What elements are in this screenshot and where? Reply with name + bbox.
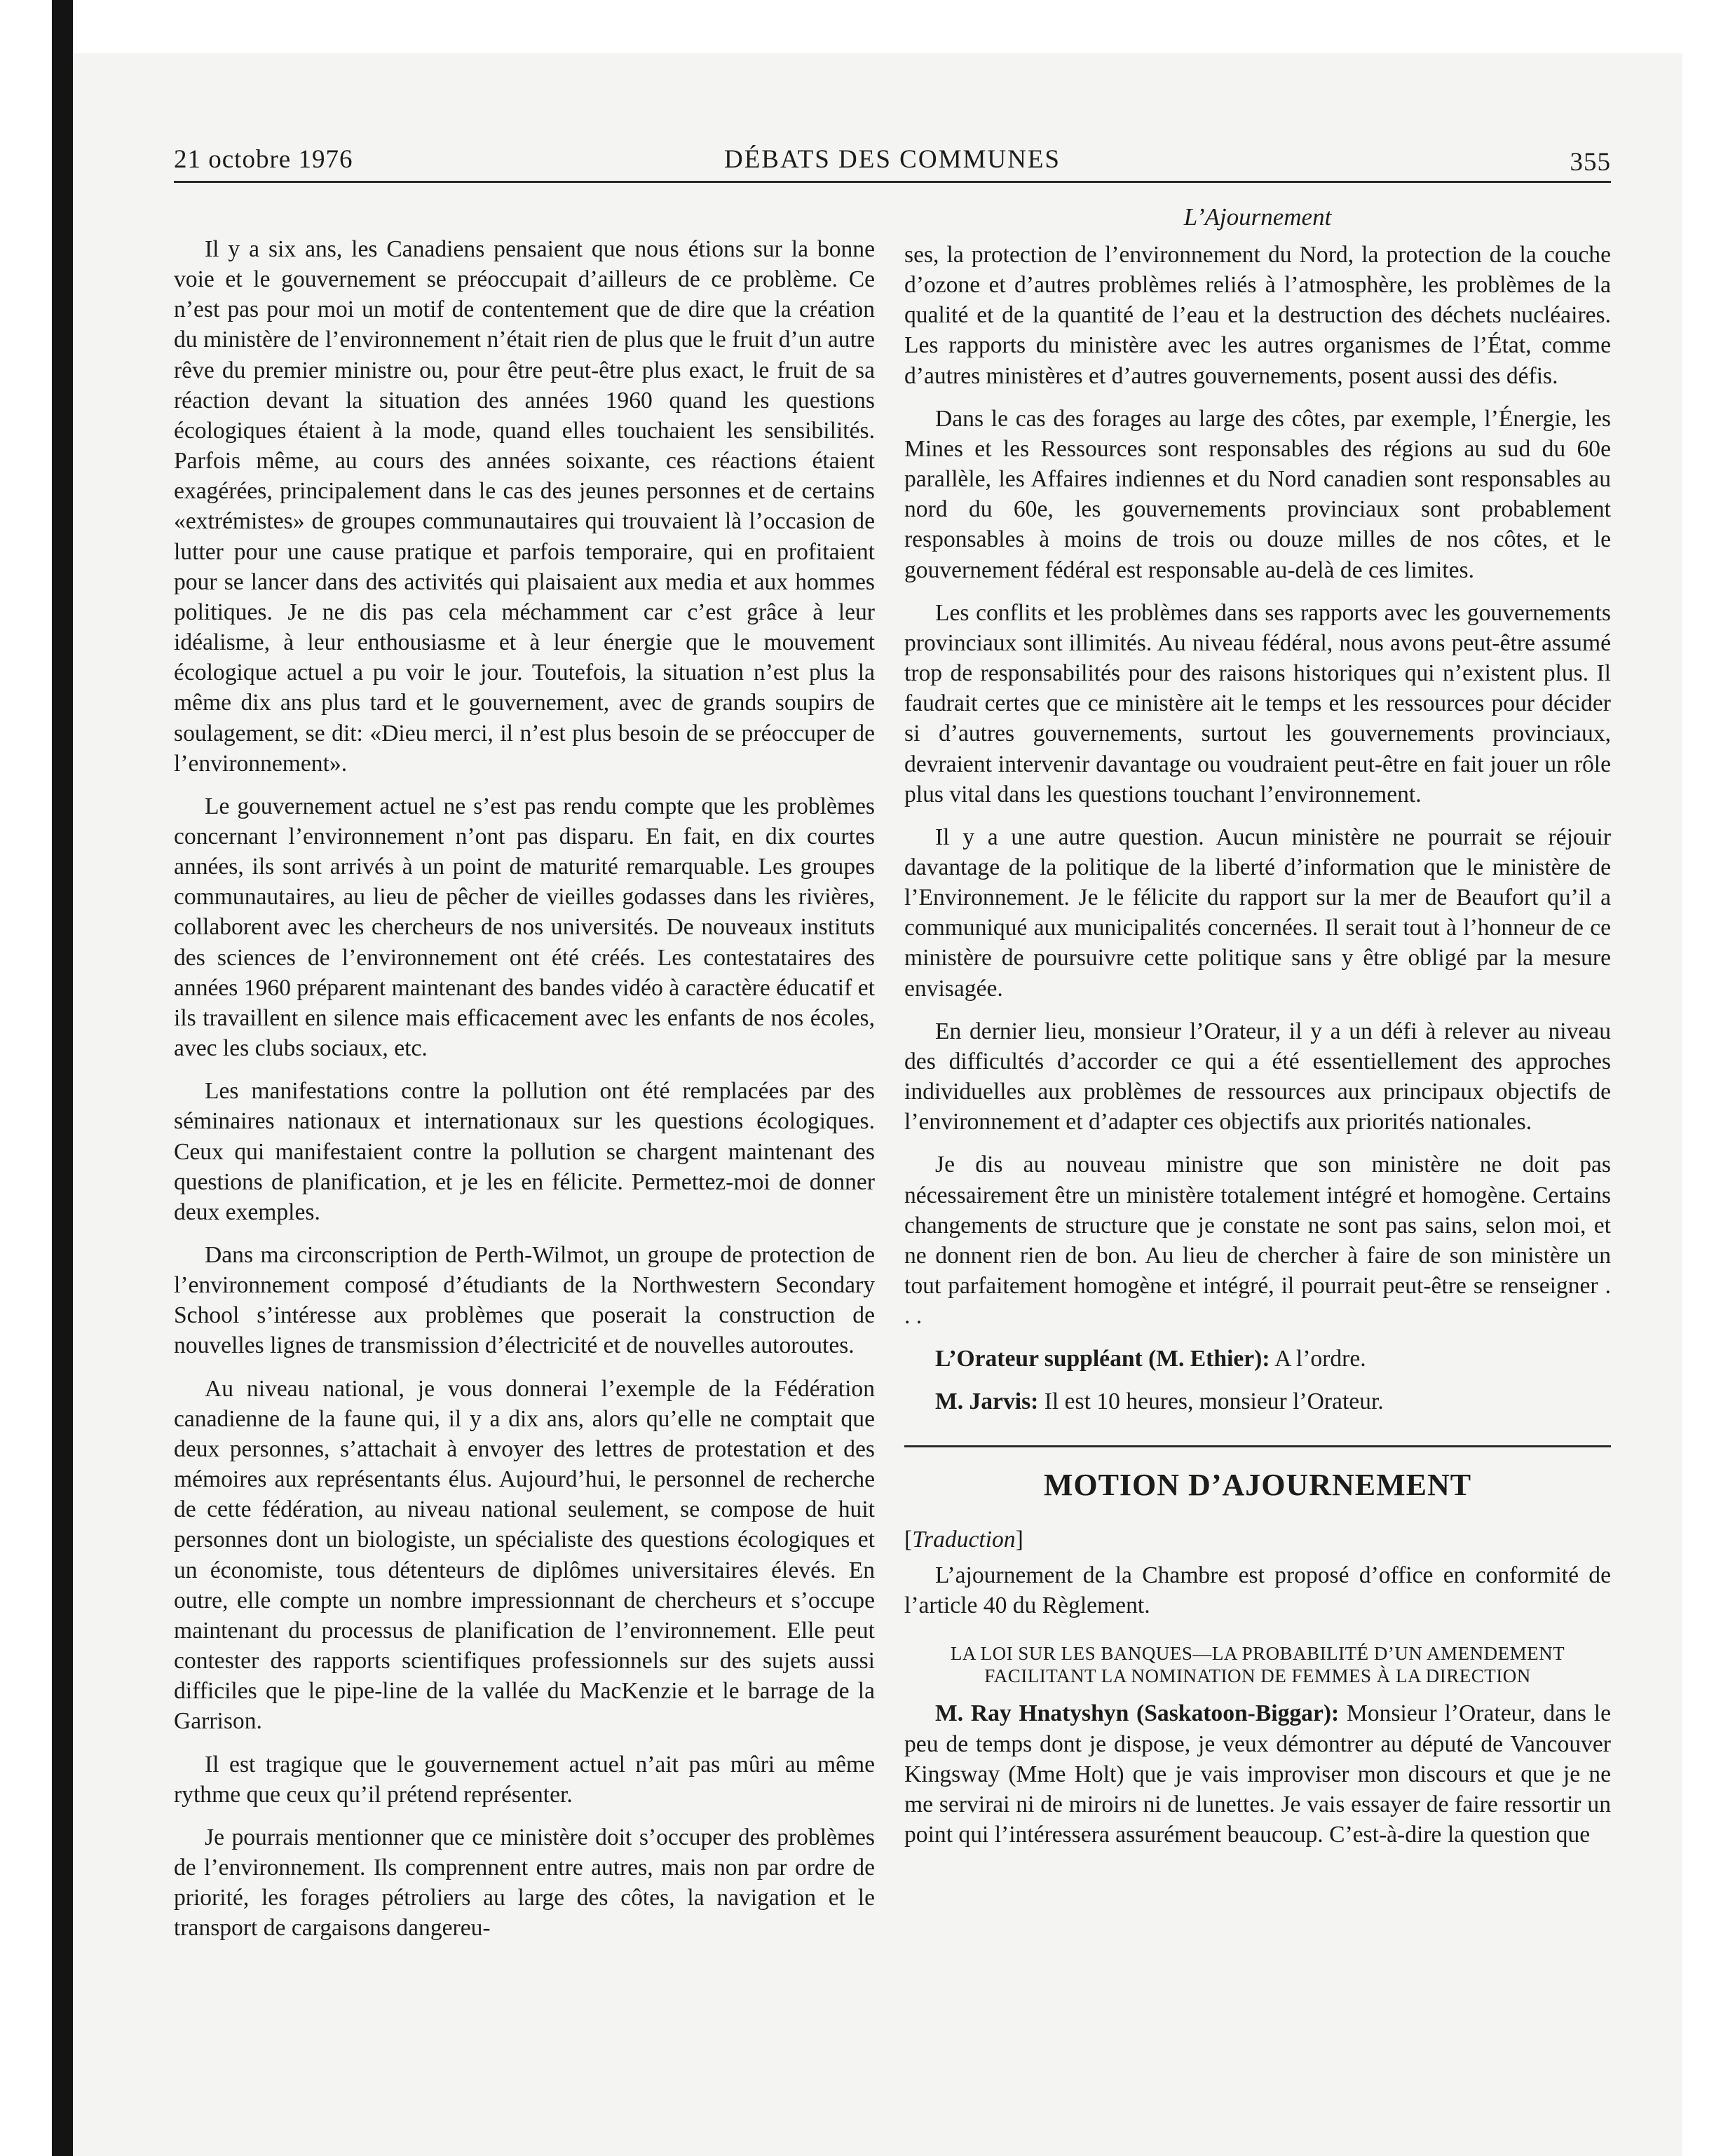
speech-speaker-ethier	[904, 1344, 1611, 1374]
continued-paragraph: ses, la protection de l’environnement du Nord, la protection de la couche d’ozone et d’autres problèmes reliés à l’atmosphère, les problèmes de la qualité et de la quantité de l’eau et la destruction des déchets nucléaires. Les rapports du ministère avec les autres organismes de l’État, comme d’autres ministères et d’autres gouvernements, posent aussi des défis.	[904, 242, 1611, 389]
paragraph: En dernier lieu, monsieur l’Orateur, il y a un défi à relever au niveau des difficultés d’accorder ce qui a été essentiellement des approches individuelles aux problèmes de ressources aux principaux objectifs de l’environnement et d’adapter ces objectifs aux priorités nationales.	[904, 1018, 1611, 1135]
speaker-name: M. Jarvis:	[935, 1389, 1039, 1415]
page-header	[174, 139, 1611, 183]
left-column	[174, 234, 875, 1956]
right-column	[904, 240, 1611, 1862]
paragraph: Il y a une autre question. Aucun ministère ne pourrait se réjouir davantage de la politique de la liberté d’information que le ministère de l’Environnement. Je le félicite du rapport sur la mer de Beaufort qu’il a communiqué aux municipalités concernées. Il serait tout à l’honneur de ce ministère de poursuivre cette politique sans y être obligé par la mesure envisagée.	[904, 824, 1611, 1002]
header-date: 21 octobre 1976	[174, 145, 353, 174]
paragraph: Les manifestations contre la pollution ont été remplacées par des séminaires nationaux et internationaux sur les questions écologiques. Ceux qui manifestaient contre la pollution se chargent maintenant des questions de planification, et je les en félicite. Permettez-moi de donner deux exemples.	[174, 1078, 875, 1225]
paragraph: Au niveau national, je vous donnerai l’exemple de la Fédération canadienne de la faune qui, il y a dix ans, alors qu’elle ne comptait que deux personnes, s’attachait à envoyer des lettres de protestation et des mémoires aux représentants élus. Aujourd’hui, le personnel de recherche de cette fédération, au niveau national seulement, se compose de huit personnes dont un biologiste, un spécialiste des questions écologiques et un économiste, tous détenteurs de diplômes universitaires élevés. En outre, elle compte un nombre impressionnant de chercheurs et s’occupe maintenant du processus de planification de l’environnement. Elle peut contester des rapports scientifiques professionnels sur des sujets aussi difficiles que le pipe-line de la vallée du MacKenzie et le barrage de la Garrison.	[174, 1375, 875, 1735]
speaker-name: L’Orateur suppléant (M. Ethier):	[935, 1346, 1270, 1372]
speaker-name: M. Ray Hnatyshyn (Saskatoon-Biggar):	[935, 1700, 1340, 1727]
paragraph: Il y a six ans, les Canadiens pensaient que nous étions sur la bonne voie et le gouvernement se préoccupait d’ailleurs de ce problème. Ce n’est pas pour moi un motif de contentement que de dire que la création du ministère de l’environnement n’était rien de plus que le fruit d’un autre rêve du premier ministre ou, pour être peut-être plus exact, le fruit de sa réaction devant la situation des années 1960 quand les questions écologiques étaient à la mode, quand elles touchaient les sensibilités. Parfois même, au cours des années soixante, ces réactions étaient exagérées, principalement dans le cas des jeunes personnes et de certains «extrémistes» de groupes communautaires qui trouvaient là l’occasion de lutter pour une cause pratique et parfois temporaire, qui en profitaient pour se lancer dans des activités qui plaisaient aux media et aux hommes politiques. Je ne dis pas cela méchamment car c’est grâce à leur idéalisme, à leur enthousiasme et à leur énergie que le mouvement écologique actuel a pu voir le jour. Toutefois, la situation n’est plus la même dix ans plus tard et le gouvernement, avec de grands soupirs de soulagement, se dit: «Dieu merci, il n’est plus besoin de se préoccuper de l’environnement».	[174, 236, 875, 777]
speech-text: Monsieur l’Orateur, dans le peu de temps dont je dispose, je veux démontrer au député de Vancouver Kingsway (Mme Holt) que je vais improviser mon discours et que je ne me servirai ni de miroirs ni de lunettes. Je vais essayer de faire ressortir un point qui l’intéressera assurément beaucoup. C’est-à-dire la question que	[904, 1700, 1611, 1848]
paragraph: Les conflits et les problèmes dans ses rapports avec les gouvernements provinciaux sont illimités. Au niveau fédéral, nous avons peut-être assumé trop de responsabilités pour des raisons historiques qui n’existent plus. Il faudrait certes que ce ministère ait le temps et les ressources pour décider si d’autres gouvernements, surtout les gouvernements provinciaux, devraient intervenir davantage ou voudraient peut-être en fait jouer un rôle plus vital dans les questions touchant l’environnement.	[904, 599, 1611, 807]
header-title: DÉBATS DES COMMUNES	[723, 145, 1061, 174]
page-number: 355	[1570, 148, 1611, 177]
paragraph: L’ajournement de la Chambre est proposé d’office en conformité de l’article 40 du Règlement.	[904, 1562, 1611, 1619]
debate-subheading: LA LOI SUR LES BANQUES—LA PROBABILITÉ D’UN AMENDEMENT FACILITANT LA NOMINATION DE FEMMES À LA DIRECTION	[950, 1642, 1565, 1687]
speech-text: Il est 10 heures, monsieur l’Orateur.	[1044, 1389, 1384, 1415]
translation-note: [Traduction]	[904, 1527, 1023, 1553]
paragraph: Il est tragique que le gouvernement actuel n’ait pas mûri au même rythme que ceux qu’il prétend représenter.	[174, 1751, 875, 1808]
paragraph: Je dis au nouveau ministre que son ministère ne doit pas nécessairement être un ministère totalement intégré et homogène. Certains changements de structure que je constate ne sont pas sains, selon moi, et ne donnent rien de bon. Au lieu de chercher à faire de son ministère un tout parfaitement homogène et intégré, il pourrait peut-être se renseigner . . .	[904, 1152, 1611, 1330]
paragraph: Le gouvernement actuel ne s’est pas rendu compte que les problèmes concernant l’environnement n’ont pas disparu. En fait, en dix courtes années, ils sont arrivés à un point de maturité remarquable. Les groupes communautaires, au lieu de pêcher de vieilles godasses dans les rivières, collaborent avec les chercheurs de nos universités. De nouveaux instituts des sciences de l’environnement ont été créés. Les contestataires des années 1960 préparent maintenant des bandes vidéo à caractère éducatif et ils travaillent en silence mais efficacement avec les enfants de nos écoles, avec les clubs sociaux, etc.	[174, 793, 875, 1062]
section-divider	[904, 1445, 1611, 1447]
scan-border	[52, 0, 73, 2156]
translation-label: Traduction	[912, 1527, 1016, 1553]
running-head: L’Ajournement	[1183, 203, 1332, 231]
paragraph: Dans le cas des forages au large des côtes, par exemple, l’Énergie, les Mines et les Ressources sont responsables des régions au sud du 60e parallèle, les Affaires indiennes et du Nord canadien sont responsables au nord du 60e, les gouvernements provinciaux sont probablement responsables à moins de trois ou douze milles de nos côtes, et le gouvernement fédéral est responsable au-delà de ces limites.	[904, 405, 1611, 583]
paragraph: Dans ma circonscription de Perth-Wilmot, un groupe de protection de l’environnement composé d’étudiants de la Northwestern Secondary School s’intéresse aux problèmes que poserait la construction de nouvelles lignes de transmission d’électricité et de nouvelles autoroutes.	[174, 1242, 875, 1359]
speech-jarvis	[904, 1386, 1611, 1417]
paragraph: Je pourrais mentionner que ce ministère doit s’occuper des problèmes de l’environnement. Ils comprennent entre autres, mais non par ordre de priorité, les forages pétroliers au large des côtes, la navigation et le transport de cargaisons dangereu-	[174, 1824, 875, 1942]
speech-hnatyshyn	[904, 1698, 1611, 1850]
speech-text: A l’ordre.	[1274, 1346, 1366, 1372]
section-title: MOTION D’AJOURNEMENT	[1043, 1467, 1472, 1502]
